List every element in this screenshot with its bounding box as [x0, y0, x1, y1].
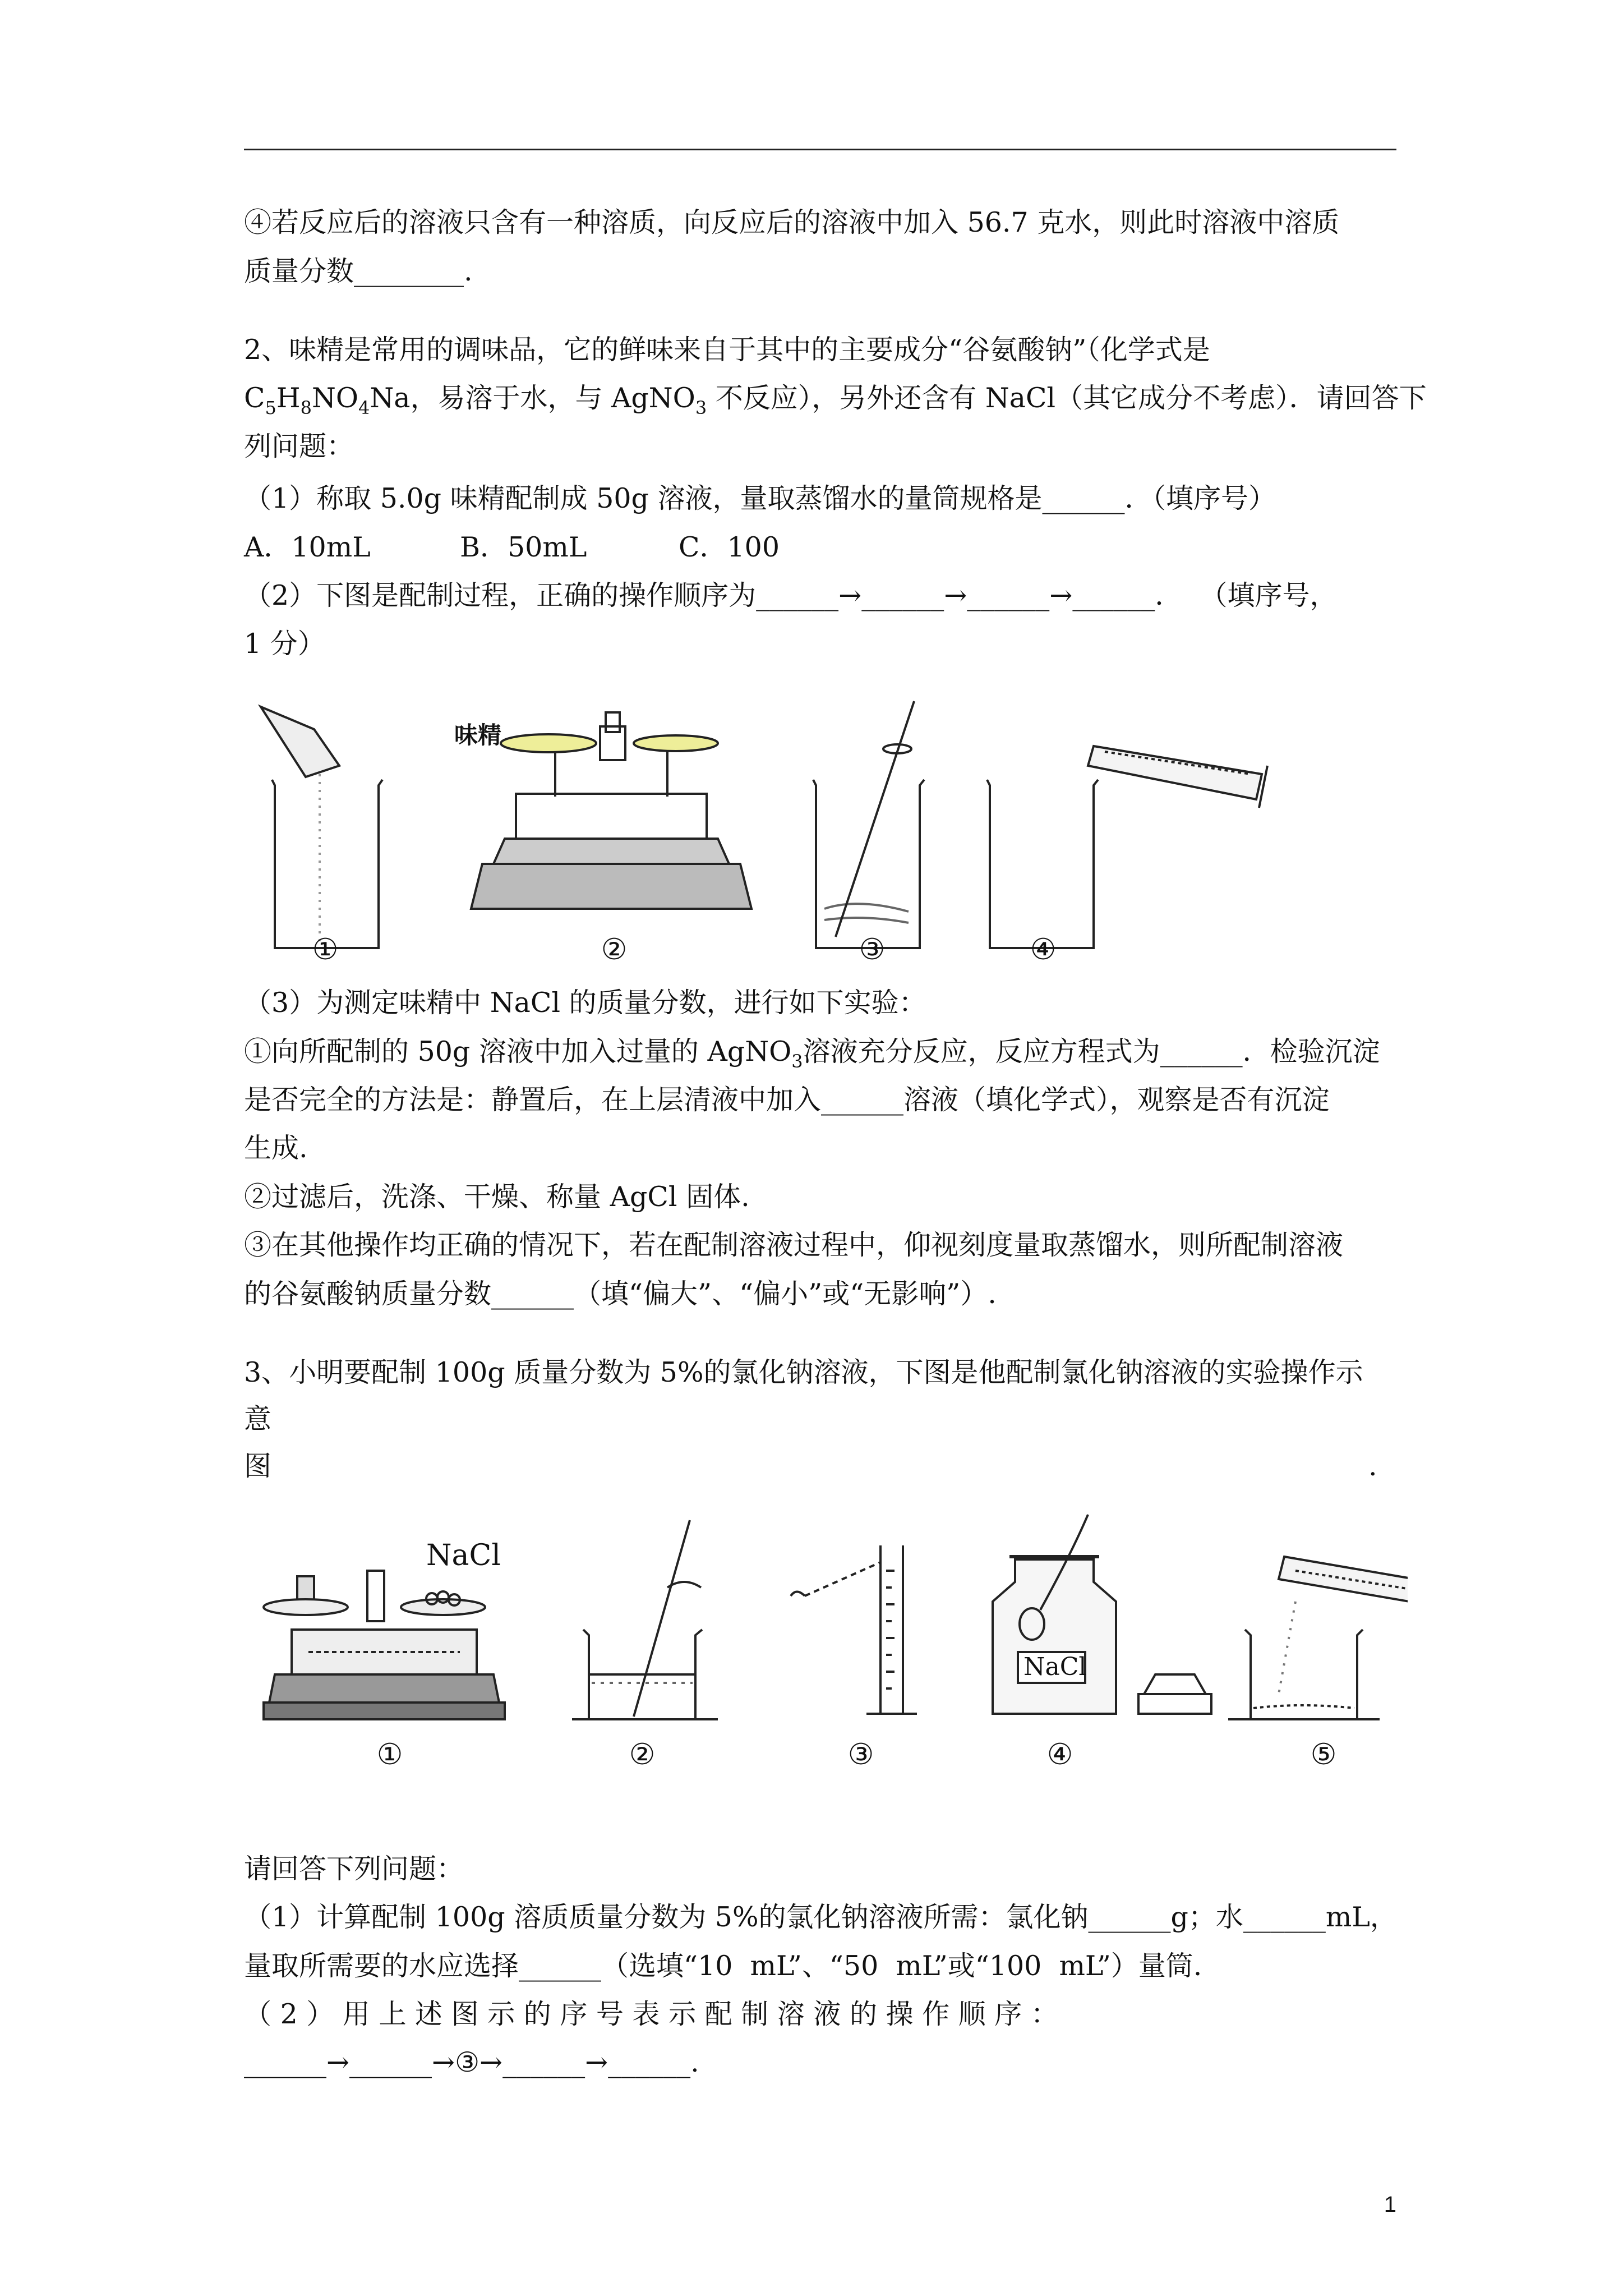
q2-part3-item3-line1: ③在其他操作均正确的情况下，若在配制溶液过程中，仰视刻度量取蒸馏水，则所配制溶液	[244, 1229, 1344, 1261]
q2-part3-item3-line2: 的谷氨酸钠质量分数______（填“偏大”、“偏小”或“无影响”）.	[244, 1278, 997, 1310]
q3-part2-line2: ______→______→③→______→______.	[244, 2046, 699, 2078]
q3-fig-num-4: ④	[1046, 1738, 1073, 1772]
q2-intro-line1: 2、味精是常用的调味品，它的鲜味来自于其中的主要成分“谷氨酸钠”（化学式是	[244, 334, 1210, 366]
q3-fig-label-nacl-bottle: NaCl	[1023, 1653, 1087, 1681]
q2-part2-line1: （2）下图是配制过程，正确的操作顺序为______→______→______→______． （填序号，	[244, 579, 1338, 611]
q2-part3-item1-line3: 生成.	[244, 1132, 308, 1164]
q1-item4-line2: 质量分数________.	[244, 255, 473, 287]
q2-fig-num-3: ③	[859, 933, 886, 967]
q2-part3-item2: ②过滤后，洗涤、干燥、称量 AgCl 固体.	[244, 1181, 750, 1213]
q3-part2-line1: （ 2 ） 用 上 述 图 示 的 序 号 表 示 配 制 溶 液 的 操 作 顺 序 ：	[244, 1998, 1058, 2030]
q2-fig1-beaker	[261, 707, 382, 948]
q3-part1-line2: 量取所需要的水应选择______（选填“10 mL”、“50 mL”或“100 mL”）量筒.	[244, 1950, 1202, 1982]
q3-intro-line2: 意	[244, 1403, 272, 1435]
q2-intro-line2: $C_5H_8NO_4Na$，易溶于水，与 AgNO$_3$ 不反应），另外还含有 NaCl（其它成分不考虑）．请回答下	[244, 382, 1427, 418]
q2-figure	[241, 696, 1307, 976]
q2-part3-item1-line2: 是否完全的方法是：静置后，在上层清液中加入______溶液（填化学式），观察是否有沉淀	[244, 1084, 1330, 1116]
q2-option-a: A．10mL	[244, 531, 371, 563]
q3-fig-num-3: ③	[847, 1738, 874, 1772]
q3-figure	[241, 1509, 1408, 1784]
q2-part3: （3）为测定味精中 NaCl 的质量分数，进行如下实验：	[244, 987, 926, 1019]
q3-fig-num-5: ⑤	[1310, 1738, 1337, 1772]
q3-fig-label-nacl-scale: NaCl	[426, 1539, 501, 1572]
q3-intro-dot: .	[1368, 1450, 1377, 1482]
q2-fig-num-1: ①	[312, 933, 339, 967]
q2-fig-num-2: ②	[601, 933, 628, 967]
q3-fig5-beaker	[1228, 1557, 1408, 1719]
q3-part1-line1: （1）计算配制 100g 溶质质量分数为 5%的氯化钠溶液所需：氯化钠______g；水______mL，	[244, 1901, 1398, 1933]
q3-fig3-cylinder	[791, 1545, 917, 1714]
q2-part1: （1）称取 5.0g 味精配制成 50g 溶液，量取蒸馏水的量筒规格是______．（填序号）	[244, 482, 1276, 514]
q2-fig-label-msg: 味精	[454, 721, 502, 749]
q2-intro-line3: 列问题：	[244, 430, 354, 462]
q3-prompt: 请回答下列问题：	[244, 1853, 464, 1885]
q3-fig-num-2: ②	[629, 1738, 656, 1772]
q2-part3-item1-line1: ①向所配制的 50g 溶液中加入过量的 AgNO$_3$溶液充分反应，反应方程式为______．检验沉淀	[244, 1036, 1380, 1072]
page-number: 1	[1384, 2192, 1396, 2217]
q3-fig-num-1: ①	[376, 1738, 403, 1772]
q2-fig3-beaker-rod	[813, 701, 924, 948]
q2-fig2-balance	[471, 712, 751, 909]
q3-fig4-bottle	[993, 1515, 1211, 1714]
q2-option-b: B．50mL	[460, 531, 587, 563]
q2-option-c: C．100	[679, 531, 780, 563]
q3-fig1-balance	[264, 1571, 505, 1719]
q3-fig2-beaker	[572, 1520, 718, 1719]
q2-fig-num-4: ④	[1030, 933, 1057, 967]
q2-fig4-beaker-cylinder	[987, 746, 1267, 948]
q2-part2-line2: 1 分）	[244, 628, 325, 660]
q3-intro-line1: 3、小明要配制 100g 质量分数为 5%的氯化钠溶液，下图是他配制氯化钠溶液的实验操作示	[244, 1356, 1363, 1388]
q3-intro-line3: 图	[244, 1450, 272, 1482]
header-rule	[244, 149, 1396, 150]
q1-item4-line1: ④若反应后的溶液只含有一种溶质，向反应后的溶液中加入 56.7 克水，则此时溶液中溶质	[244, 206, 1340, 238]
